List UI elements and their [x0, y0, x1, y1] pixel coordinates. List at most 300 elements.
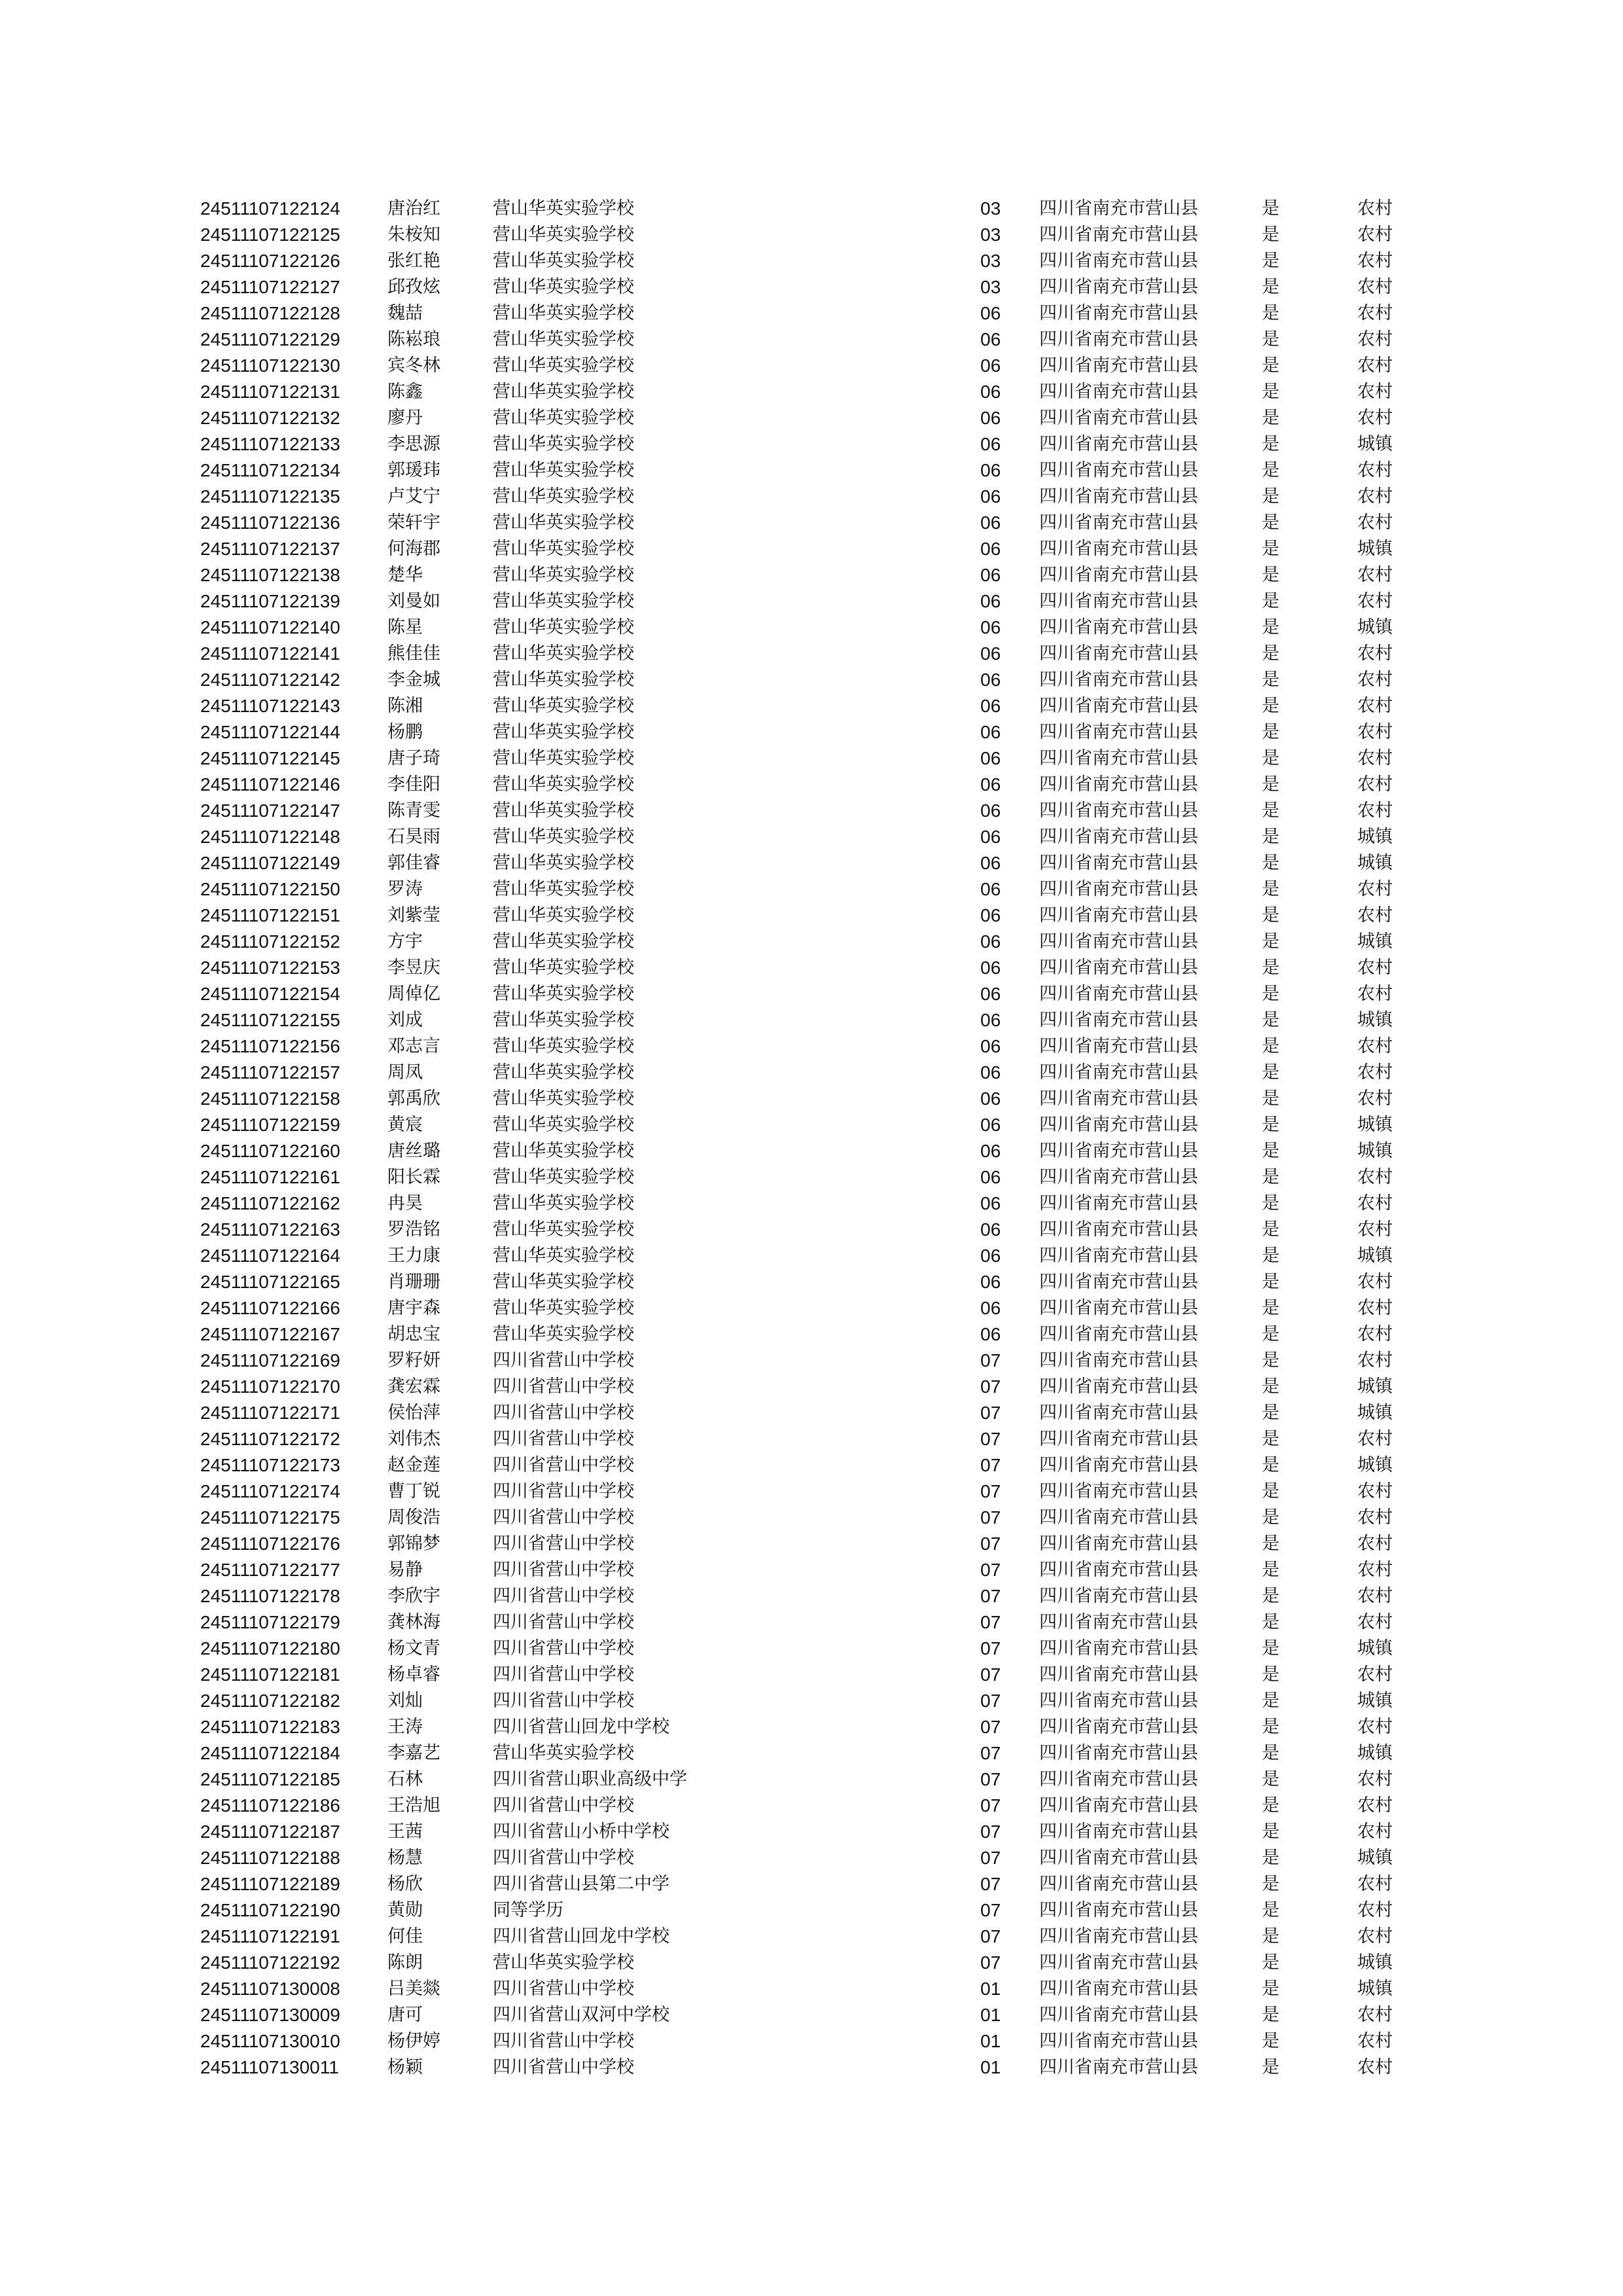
- student-name-cell: 杨颖: [387, 2057, 423, 2077]
- school-cell: 四川省营山中学校: [493, 1481, 634, 1501]
- exam-number-cell: 24511107122138: [200, 565, 340, 585]
- exam-number-cell: 24511107122146: [200, 774, 340, 795]
- flag-cell: 是: [1262, 1088, 1279, 1109]
- flag-cell: 是: [1262, 1952, 1279, 1973]
- household-type-cell: 农村: [1357, 1167, 1393, 1187]
- region-cell: 四川省南充市营山县: [1039, 460, 1198, 480]
- household-type-cell: 城镇: [1357, 1979, 1393, 1999]
- student-name-cell: 李金城: [387, 670, 440, 690]
- exam-number-cell: 24511107122172: [200, 1429, 340, 1449]
- student-name-cell: 胡忠宝: [387, 1324, 440, 1344]
- exam-number-cell: 24511107122140: [200, 617, 340, 637]
- table-row: [200, 981, 1416, 1007]
- table-row: [200, 903, 1416, 929]
- household-type-cell: 农村: [1357, 1769, 1393, 1789]
- household-type-cell: 农村: [1357, 1664, 1393, 1685]
- school-cell: 营山华英实验学校: [493, 539, 634, 559]
- region-cell: 四川省南充市营山县: [1039, 1769, 1198, 1789]
- exam-number-cell: 24511107122174: [200, 1481, 340, 1501]
- household-type-cell: 农村: [1357, 1926, 1393, 1946]
- exam-number-cell: 24511107122151: [200, 905, 340, 925]
- table-row: [200, 1950, 1416, 1976]
- code-cell: 06: [980, 303, 1001, 323]
- household-type-cell: 农村: [1357, 1272, 1393, 1292]
- household-type-cell: 城镇: [1357, 1848, 1393, 1868]
- student-name-cell: 易静: [387, 1560, 423, 1580]
- school-cell: 营山华英实验学校: [493, 984, 634, 1004]
- household-type-cell: 城镇: [1357, 1455, 1393, 1475]
- region-cell: 四川省南充市营山县: [1039, 2057, 1198, 2077]
- region-cell: 四川省南充市营山县: [1039, 512, 1198, 533]
- code-cell: 06: [980, 905, 1001, 925]
- exam-number-cell: 24511107122181: [200, 1664, 340, 1685]
- region-cell: 四川省南充市营山县: [1039, 1062, 1198, 1083]
- school-cell: 四川省营山回龙中学校: [493, 1717, 669, 1737]
- household-type-cell: 农村: [1357, 1560, 1393, 1580]
- region-cell: 四川省南充市营山县: [1039, 617, 1198, 637]
- table-row: [200, 588, 1416, 615]
- table-row: [200, 248, 1416, 274]
- region-cell: 四川省南充市营山县: [1039, 1848, 1198, 1868]
- region-cell: 四川省南充市营山县: [1039, 382, 1198, 402]
- household-type-cell: 农村: [1357, 355, 1393, 376]
- household-type-cell: 城镇: [1357, 1141, 1393, 1161]
- school-cell: 营山华英实验学校: [493, 1010, 634, 1030]
- student-name-cell: 龚宏霖: [387, 1376, 440, 1397]
- table-row: [200, 719, 1416, 745]
- region-cell: 四川省南充市营山县: [1039, 1612, 1198, 1632]
- school-cell: 营山华英实验学校: [493, 931, 634, 952]
- exam-number-cell: 24511107122162: [200, 1193, 340, 1213]
- flag-cell: 是: [1262, 774, 1279, 795]
- household-type-cell: 城镇: [1357, 1376, 1393, 1397]
- code-cell: 06: [980, 408, 1001, 428]
- code-cell: 07: [980, 1403, 1001, 1423]
- household-type-cell: 农村: [1357, 486, 1393, 507]
- flag-cell: 是: [1262, 565, 1279, 585]
- school-cell: 营山华英实验学校: [493, 1219, 634, 1240]
- household-type-cell: 农村: [1357, 696, 1393, 716]
- student-name-cell: 陈鑫: [387, 382, 423, 402]
- code-cell: 07: [980, 1691, 1001, 1711]
- exam-number-cell: 24511107122185: [200, 1769, 340, 1789]
- exam-number-cell: 24511107122127: [200, 277, 340, 297]
- table-row: [200, 1897, 1416, 1924]
- region-cell: 四川省南充市营山县: [1039, 198, 1198, 219]
- table-row: [200, 1426, 1416, 1452]
- student-name-cell: 刘灿: [387, 1691, 423, 1711]
- student-name-cell: 肖珊珊: [387, 1272, 440, 1292]
- flag-cell: 是: [1262, 1141, 1279, 1161]
- table-row: [200, 1767, 1416, 1793]
- household-type-cell: 城镇: [1357, 853, 1393, 873]
- household-type-cell: 农村: [1357, 1900, 1393, 1920]
- school-cell: 营山华英实验学校: [493, 670, 634, 690]
- household-type-cell: 农村: [1357, 224, 1393, 245]
- household-type-cell: 农村: [1357, 1193, 1393, 1213]
- region-cell: 四川省南充市营山县: [1039, 1088, 1198, 1109]
- table-row: [200, 1793, 1416, 1819]
- household-type-cell: 农村: [1357, 2057, 1393, 2077]
- exam-number-cell: 24511107122142: [200, 670, 340, 690]
- exam-number-cell: 24511107122177: [200, 1560, 340, 1580]
- exam-number-cell: 24511107122183: [200, 1717, 340, 1737]
- region-cell: 四川省南充市营山县: [1039, 1507, 1198, 1528]
- region-cell: 四川省南充市营山县: [1039, 774, 1198, 795]
- school-cell: 营山华英实验学校: [493, 434, 634, 454]
- flag-cell: 是: [1262, 617, 1279, 637]
- exam-number-cell: 24511107122144: [200, 722, 340, 742]
- table-row: [200, 196, 1416, 222]
- student-name-cell: 张红艳: [387, 251, 440, 271]
- table-row: [200, 667, 1416, 693]
- student-name-cell: 邱孜炫: [387, 277, 440, 297]
- household-type-cell: 城镇: [1357, 931, 1393, 952]
- flag-cell: 是: [1262, 591, 1279, 611]
- region-cell: 四川省南充市营山县: [1039, 905, 1198, 925]
- flag-cell: 是: [1262, 827, 1279, 847]
- exam-number-cell: 24511107122165: [200, 1272, 340, 1292]
- exam-number-cell: 24511107122141: [200, 643, 340, 664]
- student-name-cell: 刘曼如: [387, 591, 440, 611]
- school-cell: 营山华英实验学校: [493, 774, 634, 795]
- exam-number-cell: 24511107122171: [200, 1403, 340, 1423]
- student-name-cell: 黄勋: [387, 1900, 423, 1920]
- household-type-cell: 农村: [1357, 1507, 1393, 1528]
- household-type-cell: 城镇: [1357, 1743, 1393, 1763]
- flag-cell: 是: [1262, 1874, 1279, 1894]
- school-cell: 营山华英实验学校: [493, 643, 634, 664]
- household-type-cell: 农村: [1357, 408, 1393, 428]
- student-name-cell: 曹丁锐: [387, 1481, 440, 1501]
- school-cell: 营山华英实验学校: [493, 565, 634, 585]
- school-cell: 四川省营山中学校: [493, 1403, 634, 1423]
- code-cell: 07: [980, 1795, 1001, 1816]
- flag-cell: 是: [1262, 1167, 1279, 1187]
- student-name-cell: 刘紫莹: [387, 905, 440, 925]
- code-cell: 07: [980, 1743, 1001, 1763]
- code-cell: 06: [980, 434, 1001, 454]
- code-cell: 07: [980, 1638, 1001, 1659]
- code-cell: 06: [980, 617, 1001, 637]
- table-row: [200, 1321, 1416, 1348]
- household-type-cell: 农村: [1357, 1324, 1393, 1344]
- student-name-cell: 楚华: [387, 565, 423, 585]
- student-name-cell: 黄宸: [387, 1115, 423, 1135]
- table-row: [200, 1269, 1416, 1295]
- school-cell: 营山华英实验学校: [493, 1115, 634, 1135]
- code-cell: 07: [980, 1952, 1001, 1973]
- school-cell: 营山华英实验学校: [493, 1141, 634, 1161]
- school-cell: 四川省营山中学校: [493, 1429, 634, 1449]
- flag-cell: 是: [1262, 696, 1279, 716]
- exam-number-cell: 24511107122128: [200, 303, 340, 323]
- student-name-cell: 方宇: [387, 931, 423, 952]
- household-type-cell: 农村: [1357, 1874, 1393, 1894]
- household-type-cell: 农村: [1357, 1350, 1393, 1371]
- region-cell: 四川省南充市营山县: [1039, 800, 1198, 821]
- region-cell: 四川省南充市营山县: [1039, 1926, 1198, 1946]
- code-cell: 06: [980, 1324, 1001, 1344]
- table-row: [200, 745, 1416, 772]
- household-type-cell: 农村: [1357, 591, 1393, 611]
- code-cell: 01: [980, 1979, 1001, 1999]
- student-name-cell: 杨文青: [387, 1638, 440, 1659]
- code-cell: 06: [980, 1193, 1001, 1213]
- student-name-cell: 周凤: [387, 1062, 423, 1083]
- region-cell: 四川省南充市营山县: [1039, 1743, 1198, 1763]
- table-row: [200, 1112, 1416, 1138]
- flag-cell: 是: [1262, 879, 1279, 899]
- school-cell: 营山华英实验学校: [493, 303, 634, 323]
- household-type-cell: 农村: [1357, 1534, 1393, 1554]
- table-row: [200, 1348, 1416, 1374]
- student-name-cell: 李昱庆: [387, 958, 440, 978]
- household-type-cell: 农村: [1357, 1036, 1393, 1056]
- flag-cell: 是: [1262, 1769, 1279, 1789]
- school-cell: 同等学历: [493, 1900, 563, 1920]
- flag-cell: 是: [1262, 1429, 1279, 1449]
- school-cell: 四川省营山县第二中学: [493, 1874, 669, 1894]
- student-name-cell: 宾冬林: [387, 355, 440, 376]
- household-type-cell: 农村: [1357, 1481, 1393, 1501]
- household-type-cell: 城镇: [1357, 1115, 1393, 1135]
- code-cell: 06: [980, 931, 1001, 952]
- student-name-cell: 刘成: [387, 1010, 423, 1030]
- school-cell: 营山华英实验学校: [493, 958, 634, 978]
- school-cell: 四川省营山中学校: [493, 1795, 634, 1816]
- table-row: [200, 1740, 1416, 1767]
- table-row: [200, 300, 1416, 327]
- exam-number-cell: 24511107122184: [200, 1743, 340, 1763]
- student-name-cell: 唐治红: [387, 198, 440, 219]
- flag-cell: 是: [1262, 643, 1279, 664]
- region-cell: 四川省南充市营山县: [1039, 303, 1198, 323]
- school-cell: 四川省营山中学校: [493, 1350, 634, 1371]
- student-name-cell: 郭禹欣: [387, 1088, 440, 1109]
- household-type-cell: 农村: [1357, 1429, 1393, 1449]
- code-cell: 06: [980, 460, 1001, 480]
- household-type-cell: 农村: [1357, 1795, 1393, 1816]
- region-cell: 四川省南充市营山县: [1039, 1246, 1198, 1266]
- code-cell: 06: [980, 382, 1001, 402]
- student-name-cell: 刘伟杰: [387, 1429, 440, 1449]
- code-cell: 06: [980, 853, 1001, 873]
- student-name-cell: 朱桉知: [387, 224, 440, 245]
- region-cell: 四川省南充市营山县: [1039, 1952, 1198, 1973]
- flag-cell: 是: [1262, 931, 1279, 952]
- region-cell: 四川省南充市营山县: [1039, 1167, 1198, 1187]
- flag-cell: 是: [1262, 958, 1279, 978]
- flag-cell: 是: [1262, 1036, 1279, 1056]
- household-type-cell: 城镇: [1357, 539, 1393, 559]
- exam-number-cell: 24511107122159: [200, 1115, 340, 1135]
- school-cell: 营山华英实验学校: [493, 827, 634, 847]
- student-name-cell: 罗籽妍: [387, 1350, 440, 1371]
- school-cell: 营山华英实验学校: [493, 512, 634, 533]
- code-cell: 06: [980, 1167, 1001, 1187]
- school-cell: 营山华英实验学校: [493, 1298, 634, 1318]
- school-cell: 营山华英实验学校: [493, 800, 634, 821]
- exam-number-cell: 24511107122153: [200, 958, 340, 978]
- flag-cell: 是: [1262, 1848, 1279, 1868]
- region-cell: 四川省南充市营山县: [1039, 931, 1198, 952]
- student-name-cell: 杨鹏: [387, 722, 423, 742]
- student-name-cell: 李嘉艺: [387, 1743, 440, 1763]
- exam-number-cell: 24511107122132: [200, 408, 340, 428]
- region-cell: 四川省南充市营山县: [1039, 1874, 1198, 1894]
- roster-body: [200, 196, 1416, 2081]
- code-cell: 07: [980, 1717, 1001, 1737]
- exam-number-cell: 24511107122133: [200, 434, 340, 454]
- household-type-cell: 农村: [1357, 1298, 1393, 1318]
- school-cell: 四川省营山双河中学校: [493, 2005, 669, 2025]
- household-type-cell: 农村: [1357, 905, 1393, 925]
- household-type-cell: 农村: [1357, 1821, 1393, 1842]
- flag-cell: 是: [1262, 1403, 1279, 1423]
- school-cell: 营山华英实验学校: [493, 382, 634, 402]
- household-type-cell: 农村: [1357, 277, 1393, 297]
- school-cell: 营山华英实验学校: [493, 1062, 634, 1083]
- household-type-cell: 农村: [1357, 984, 1393, 1004]
- exam-number-cell: 24511107122160: [200, 1141, 340, 1161]
- code-cell: 06: [980, 1298, 1001, 1318]
- household-type-cell: 农村: [1357, 329, 1393, 350]
- exam-number-cell: 24511107122175: [200, 1507, 340, 1528]
- exam-number-cell: 24511107122188: [200, 1848, 340, 1868]
- school-cell: 营山华英实验学校: [493, 1272, 634, 1292]
- code-cell: 06: [980, 958, 1001, 978]
- exam-number-cell: 24511107122179: [200, 1612, 340, 1632]
- student-name-cell: 魏喆: [387, 303, 423, 323]
- table-row: [200, 1452, 1416, 1479]
- code-cell: 06: [980, 774, 1001, 795]
- school-cell: 四川省营山回龙中学校: [493, 1926, 669, 1946]
- student-name-cell: 阳长霖: [387, 1167, 440, 1187]
- flag-cell: 是: [1262, 1821, 1279, 1842]
- school-cell: 四川省营山中学校: [493, 1612, 634, 1632]
- code-cell: 06: [980, 800, 1001, 821]
- code-cell: 03: [980, 277, 1001, 297]
- table-row: [200, 1714, 1416, 1740]
- table-row: [200, 562, 1416, 588]
- region-cell: 四川省南充市营山县: [1039, 827, 1198, 847]
- flag-cell: 是: [1262, 1376, 1279, 1397]
- exam-number-cell: 24511107122152: [200, 931, 340, 952]
- exam-number-cell: 24511107122189: [200, 1874, 340, 1894]
- region-cell: 四川省南充市营山县: [1039, 434, 1198, 454]
- student-name-cell: 王涛: [387, 1717, 423, 1737]
- flag-cell: 是: [1262, 2031, 1279, 2051]
- table-row: [200, 484, 1416, 510]
- student-name-cell: 杨慧: [387, 1848, 423, 1868]
- code-cell: 06: [980, 329, 1001, 350]
- flag-cell: 是: [1262, 1219, 1279, 1240]
- region-cell: 四川省南充市营山县: [1039, 1403, 1198, 1423]
- school-cell: 营山华英实验学校: [493, 224, 634, 245]
- household-type-cell: 城镇: [1357, 827, 1393, 847]
- exam-number-cell: 24511107122163: [200, 1219, 340, 1240]
- region-cell: 四川省南充市营山县: [1039, 591, 1198, 611]
- table-row: [200, 1688, 1416, 1714]
- student-name-cell: 廖丹: [387, 408, 423, 428]
- table-row: [200, 2054, 1416, 2081]
- exam-number-cell: 24511107122139: [200, 591, 340, 611]
- region-cell: 四川省南充市营山县: [1039, 984, 1198, 1004]
- household-type-cell: 农村: [1357, 303, 1393, 323]
- household-type-cell: 农村: [1357, 1219, 1393, 1240]
- flag-cell: 是: [1262, 224, 1279, 245]
- flag-cell: 是: [1262, 2005, 1279, 2025]
- table-row: [200, 1976, 1416, 2002]
- exam-number-cell: 24511107122143: [200, 696, 340, 716]
- student-name-cell: 李佳阳: [387, 774, 440, 795]
- student-name-cell: 陈星: [387, 617, 423, 637]
- exam-number-cell: 24511107130009: [200, 2005, 340, 2025]
- code-cell: 06: [980, 591, 1001, 611]
- region-cell: 四川省南充市营山县: [1039, 879, 1198, 899]
- flag-cell: 是: [1262, 251, 1279, 271]
- region-cell: 四川省南充市营山县: [1039, 224, 1198, 245]
- household-type-cell: 农村: [1357, 251, 1393, 271]
- region-cell: 四川省南充市营山县: [1039, 1691, 1198, 1711]
- code-cell: 07: [980, 1769, 1001, 1789]
- flag-cell: 是: [1262, 1010, 1279, 1030]
- student-name-cell: 唐丝璐: [387, 1141, 440, 1161]
- region-cell: 四川省南充市营山县: [1039, 251, 1198, 271]
- exam-number-cell: 24511107122166: [200, 1298, 340, 1318]
- code-cell: 07: [980, 1560, 1001, 1580]
- code-cell: 03: [980, 224, 1001, 245]
- region-cell: 四川省南充市营山县: [1039, 2005, 1198, 2025]
- school-cell: 营山华英实验学校: [493, 1167, 634, 1187]
- table-row: [200, 641, 1416, 667]
- code-cell: 03: [980, 198, 1001, 219]
- exam-number-cell: 24511107122180: [200, 1638, 340, 1659]
- table-row: [200, 615, 1416, 641]
- exam-number-cell: 24511107122145: [200, 748, 340, 768]
- exam-number-cell: 24511107122136: [200, 512, 340, 533]
- household-type-cell: 城镇: [1357, 1010, 1393, 1030]
- school-cell: 营山华英实验学校: [493, 722, 634, 742]
- table-row: [200, 2028, 1416, 2054]
- table-row: [200, 1033, 1416, 1060]
- code-cell: 07: [980, 1612, 1001, 1632]
- flag-cell: 是: [1262, 198, 1279, 219]
- flag-cell: 是: [1262, 303, 1279, 323]
- flag-cell: 是: [1262, 1900, 1279, 1920]
- region-cell: 四川省南充市营山县: [1039, 1324, 1198, 1344]
- exam-number-cell: 24511107122176: [200, 1534, 340, 1554]
- exam-number-cell: 24511107122131: [200, 382, 340, 402]
- code-cell: 07: [980, 1821, 1001, 1842]
- school-cell: 四川省营山中学校: [493, 1560, 634, 1580]
- region-cell: 四川省南充市营山县: [1039, 486, 1198, 507]
- code-cell: 06: [980, 486, 1001, 507]
- code-cell: 06: [980, 1088, 1001, 1109]
- student-name-cell: 赵金莲: [387, 1455, 440, 1475]
- table-row: [200, 824, 1416, 850]
- code-cell: 06: [980, 1272, 1001, 1292]
- region-cell: 四川省南充市营山县: [1039, 1534, 1198, 1554]
- student-name-cell: 龚林海: [387, 1612, 440, 1632]
- school-cell: 四川省营山中学校: [493, 2031, 634, 2051]
- student-name-cell: 李欣宇: [387, 1586, 440, 1606]
- school-cell: 四川省营山中学校: [493, 1586, 634, 1606]
- student-name-cell: 陈朗: [387, 1952, 423, 1973]
- household-type-cell: 农村: [1357, 382, 1393, 402]
- code-cell: 06: [980, 565, 1001, 585]
